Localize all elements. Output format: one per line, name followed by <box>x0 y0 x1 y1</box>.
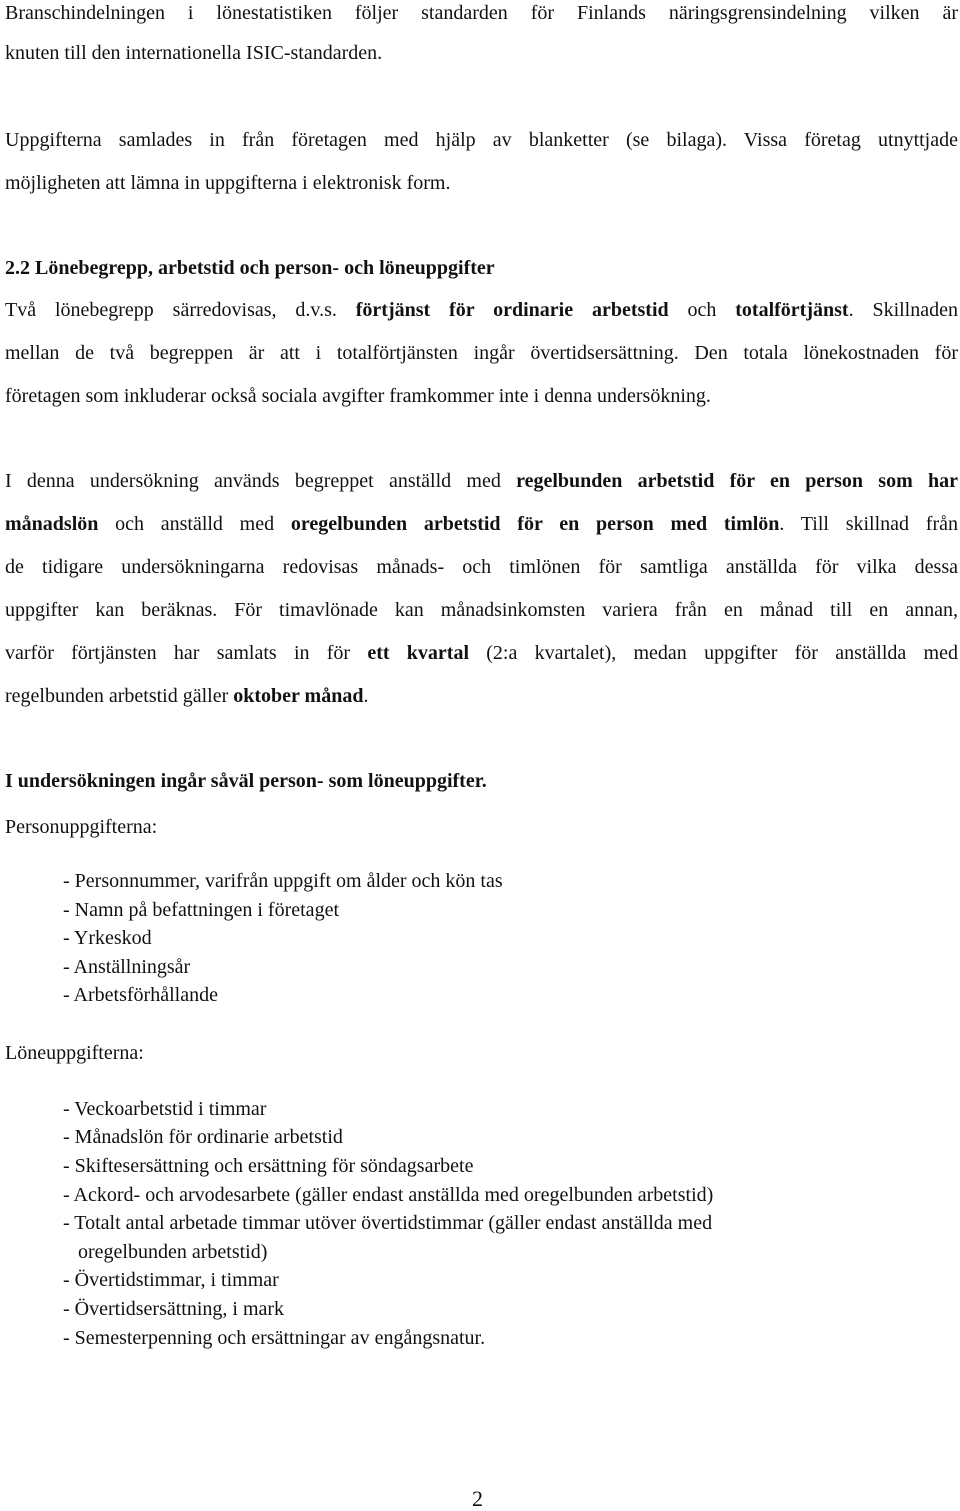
person-list-item: - Arbetsförhållande <box>63 984 218 1006</box>
wage-label: Löneuppgifterna: <box>5 1042 144 1064</box>
includes-heading: I undersökningen ingår såväl person- som löneuppgifter. <box>5 770 487 792</box>
person-list-item: - Namn på befattningen i företaget <box>63 899 339 921</box>
wage-list-item: - Veckoarbetstid i timmar <box>63 1098 267 1120</box>
wage-list-item: - Övertidstimmar, i timmar <box>63 1269 279 1291</box>
wage-list-item: oregelbunden arbetstid) <box>63 1241 268 1263</box>
person-list-item: - Personnummer, varifrån uppgift om ålder och kön tas <box>63 870 503 892</box>
wage-list-item: - Ackord- och arvodesarbete (gäller endast anställda med oregelbunden arbetstid) <box>63 1184 714 1206</box>
section-heading: 2.2 Lönebegrepp, arbetstid och person- och löneuppgifter <box>5 257 495 279</box>
study-paragraph-line-3: de tidigare undersökningarna redovisas månads- och timlönen för samtliga anställda för vilka dessa <box>5 556 958 578</box>
study-paragraph-line-1: I denna undersökning används begreppet anställd med regelbunden arbetstid för en person som har <box>5 470 958 492</box>
study-paragraph-line-5: varför förtjänsten har samlats in för ett kvartal (2:a kvartalet), medan uppgifter för anställda med <box>5 642 958 664</box>
study-paragraph-line-6: regelbunden arbetstid gäller oktober månad. <box>5 685 369 707</box>
study-paragraph-line-4: uppgifter kan beräknas. För timavlönade kan månadsinkomsten variera från en månad till en annan, <box>5 599 958 621</box>
study-paragraph-line-2: månadslön och anställd med oregelbunden arbetstid för en person med timlön. Till skillnad från <box>5 513 958 535</box>
wage-concepts-line-3: företagen som inkluderar också sociala avgifter framkommer inte i denna undersökning. <box>5 385 711 407</box>
person-list-item: - Anställningsår <box>63 956 191 978</box>
wage-list-item: - Månadslön för ordinarie arbetstid <box>63 1126 343 1148</box>
wage-list-item: - Övertidsersättning, i mark <box>63 1298 285 1320</box>
wage-list-item: - Semesterpenning och ersättningar av engångsnatur. <box>63 1327 486 1349</box>
person-label: Personuppgifterna: <box>5 816 158 838</box>
branch-paragraph-line-1: Branschindelningen i lönestatistiken följer standarden för Finlands näringsgrensindelning vilken är <box>5 2 958 24</box>
person-list-item: - Yrkeskod <box>63 927 152 949</box>
collection-paragraph-line-2: möjligheten att lämna in uppgifterna i elektronisk form. <box>5 172 451 194</box>
wage-list-item: - Totalt antal arbetade timmar utöver övertidstimmar (gäller endast anställda med <box>63 1212 713 1234</box>
wage-concepts-line-2: mellan de två begreppen är att i totalförtjänsten ingår övertidsersättning. Den totala lönekostnaden för <box>5 342 958 364</box>
wage-concepts-line-1: Två lönebegrepp särredovisas, d.v.s. förtjänst för ordinarie arbetstid och totalförtjänst. Skillnaden <box>5 299 958 321</box>
branch-paragraph-line-2: knuten till den internationella ISIC-standarden. <box>5 42 383 64</box>
collection-paragraph-line-1: Uppgifterna samlades in från företagen med hjälp av blanketter (se bilaga). Vissa företag utnyttjade <box>5 129 958 151</box>
page-number: 2 <box>472 1486 483 1511</box>
wage-list-item: - Skiftesersättning och ersättning för söndagsarbete <box>63 1155 474 1177</box>
